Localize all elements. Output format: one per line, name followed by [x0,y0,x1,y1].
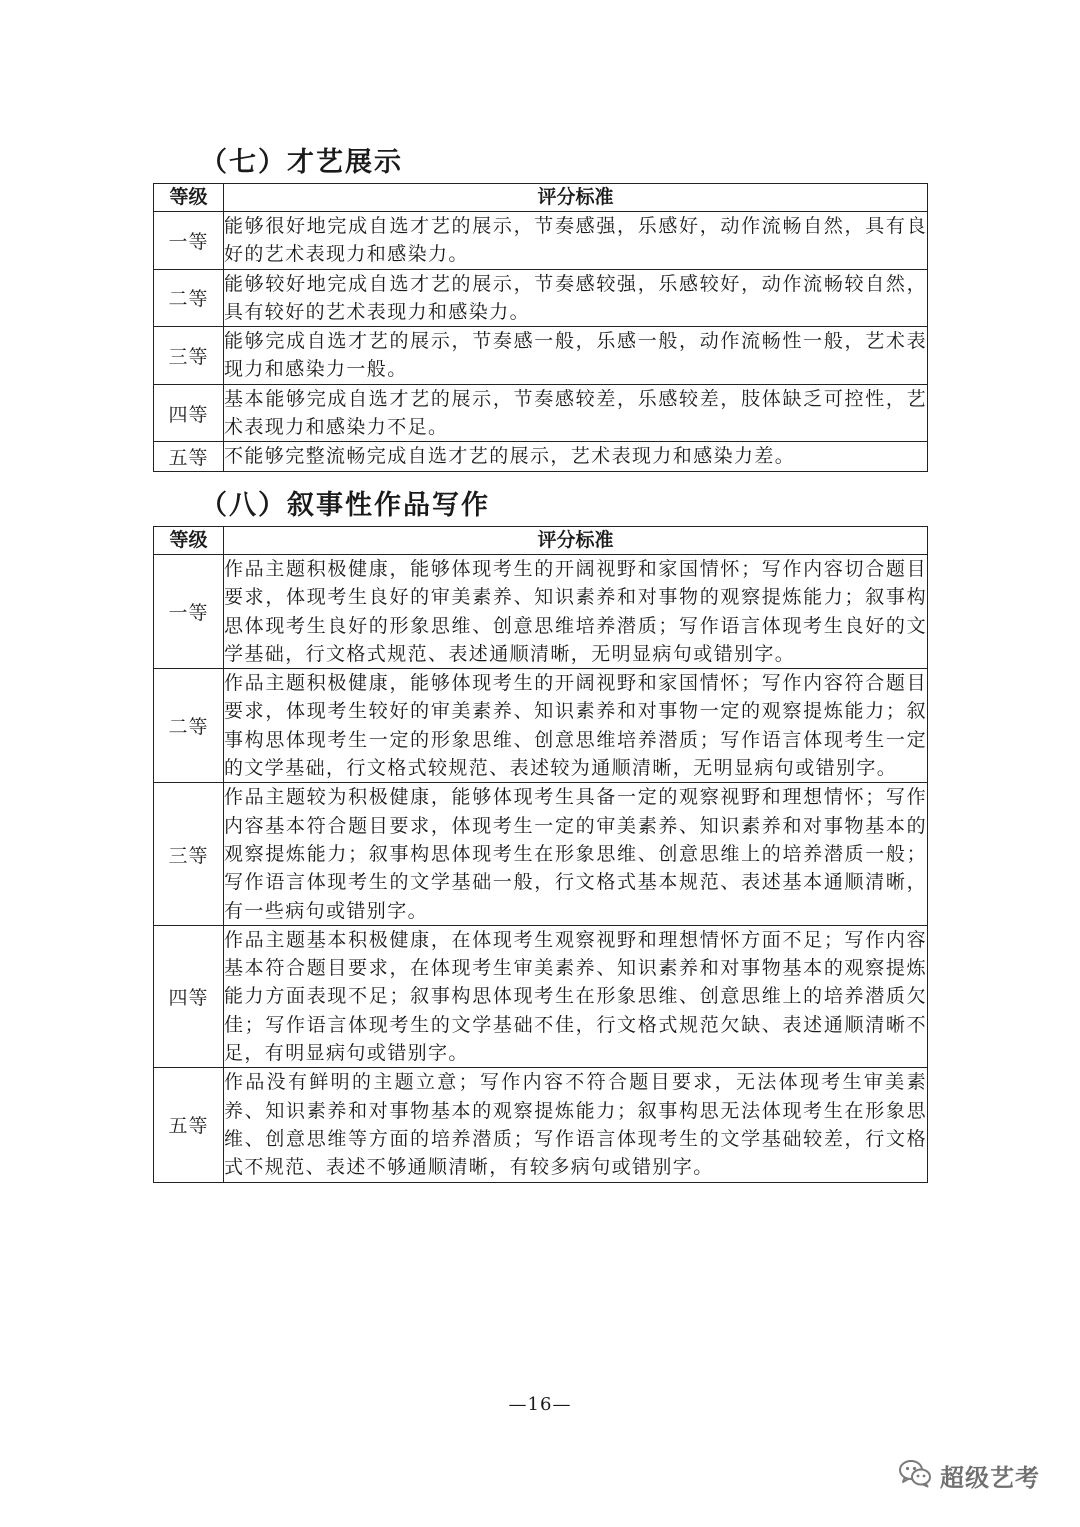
grade-label: 二等 [154,269,224,327]
criteria-column-header: 评分标准 [224,184,928,212]
grade-label: 三等 [154,327,224,385]
criteria-text: 能够完成自选才艺的展示，节奏感一般，乐感一般，动作流畅性一般，艺术表现力和感染力一般。 [224,327,928,385]
grade-label: 四等 [154,384,224,442]
criteria-text: 作品主题积极健康，能够体现考生的开阔视野和家国情怀；写作内容符合题目要求，体现考生较好的审美素养、知识素养和对事物一定的观察提炼能力；叙事构思体现考生一定的形象思维、创意思维培养潜质；写作语言体现考生一定的文学基础，行文格式较规范、表述较为通顺清晰，无明显病句或错别字。 [224,669,928,783]
table-header-row [154,184,928,212]
criteria-text: 能够很好地完成自选才艺的展示，节奏感强，乐感好，动作流畅自然，具有良好的艺术表现力和感染力。 [224,212,928,270]
criteria-text: 能够较好地完成自选才艺的展示，节奏感较强，乐感较好，动作流畅较自然，具有较好的艺术表现力和感染力。 [224,269,928,327]
watermark [898,1455,1063,1495]
grade-label: 二等 [154,669,224,783]
watermark-text: 超级艺考 [940,1463,1040,1492]
table-row [154,442,928,471]
page-number: —16— [508,1394,572,1415]
wechat-icon [898,1458,932,1492]
grade-column-header: 等级 [154,527,224,555]
criteria-text: 不能够完整流畅完成自选才艺的展示，艺术表现力和感染力差。 [224,442,928,471]
criteria-text: 作品主题积极健康，能够体现考生的开阔视野和家国情怀；写作内容切合题目要求，体现考生良好的审美素养、知识素养和对事物的观察提炼能力；叙事构思体现考生良好的形象思维、创意思维培养潜质；写作语言体现考生良好的文学基础，行文格式规范、表述通顺清晰，无明显病句或错别字。 [224,555,928,669]
table-row [154,783,928,925]
criteria-text: 作品主题基本积极健康，在体现考生观察视野和理想情怀方面不足；写作内容基本符合题目要求，在体现考生审美素养、知识素养和对事物基本的观察提炼能力方面表现不足；叙事构思体现考生在形象思维、创意思维上的培养潜质欠佳；写作语言体现考生的文学基础不佳，行文格式规范欠缺、表述通顺清晰不足，有明显病句或错别字。 [224,925,928,1067]
criteria-text: 基本能够完成自选才艺的展示，节奏感较差，乐感较差，肢体缺乏可控性，艺术表现力和感染力不足。 [224,384,928,442]
grade-label: 一等 [154,212,224,270]
talent-grading-table [153,183,928,472]
table-row [154,669,928,783]
writing-grading-table [153,526,928,1183]
table-row [154,212,928,270]
grade-label: 五等 [154,442,224,471]
table-row [154,1068,928,1182]
section-8-title: （八）叙事性作品写作 [200,490,490,521]
grade-label: 五等 [154,1068,224,1182]
criteria-column-header: 评分标准 [224,527,928,555]
table-header-row [154,527,928,555]
criteria-text: 作品主题较为积极健康，能够体现考生具备一定的观察视野和理想情怀；写作内容基本符合题目要求，体现考生一定的审美素养、知识素养和对事物基本的观察提炼能力；叙事构思体现考生在形象思维、创意思维上的培养潜质一般；写作语言体现考生的文学基础一般，行文格式基本规范、表述基本通顺清晰，有一些病句或错别字。 [224,783,928,925]
criteria-text: 作品没有鲜明的主题立意；写作内容不符合题目要求，无法体现考生审美素养、知识素养和对事物基本的观察提炼能力；叙事构思无法体现考生在形象思维、创意思维等方面的培养潜质；写作语言体现考生的文学基础较差，行文格式不规范、表述不够通顺清晰，有较多病句或错别字。 [224,1068,928,1182]
table-row [154,925,928,1067]
table-row [154,269,928,327]
table-row [154,555,928,669]
grade-label: 一等 [154,555,224,669]
grade-label: 三等 [154,783,224,925]
section-7-title: （七）才艺展示 [200,147,403,178]
grade-label: 四等 [154,925,224,1067]
table-row [154,327,928,385]
grade-column-header: 等级 [154,184,224,212]
table-row [154,384,928,442]
